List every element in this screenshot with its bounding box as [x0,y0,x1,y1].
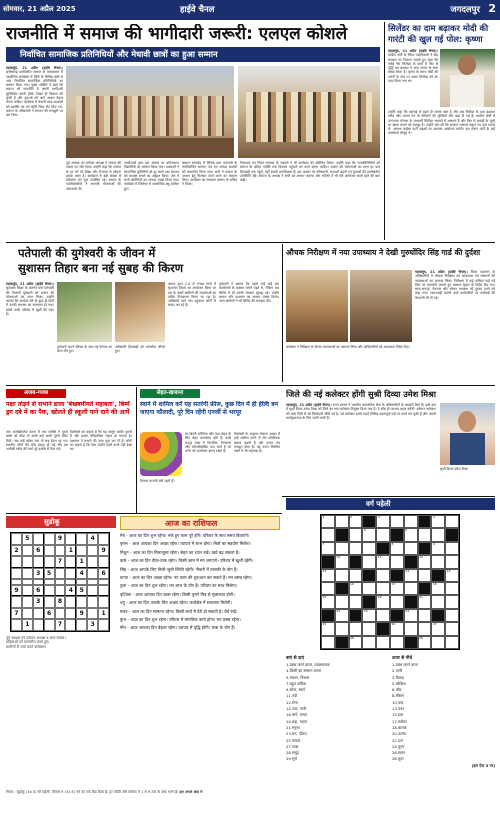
sudoku-cell [33,533,44,545]
sudoku-cell [76,619,87,631]
sudoku-cell [55,568,66,580]
down-clue: 1.प्रबंध करने वाला [392,662,418,667]
misc-caption: पूर्व अध्यक्ष एवं वर्तमान अध्यक्ष व अन्य सदस्य। [6,636,66,640]
crossword-header [286,498,495,510]
sudoku-cell [98,533,109,545]
sudoku-cell: 6 [98,568,109,580]
across-clue: 5.मकान, निवास [286,674,310,680]
across-clue: 11.नदी [286,693,298,699]
horoscope-entry: मेष - आज का दिन शुभ रहेगा। रुके हुए काम पूरे होंगे। परिवार के साथ समय बिताएंगे। [120,533,250,538]
crossword-across-title: बाएं से दाएं [286,656,304,661]
masthead-paper: हाईवे चैनल [180,5,215,15]
sudoku-cell [65,608,76,620]
across-clue: 23.धन, दौलत [286,731,307,737]
sudoku-cell [98,585,109,597]
crossword-grid: 1 2 3 4 5 6 7 8 9 10 11 12 13 14 15 16 17 18 19 20 21 22 23 24 25 26 27 28 29 [320,514,460,650]
sudoku-cell: 6 [33,585,44,597]
health-column-2: विशेषज्ञों के अनुसार रोजाना आहार में इन्हें शामिल करने से रोग प्रतिरोधक क्षमता बढ़ती है और पाचन तंत्र मजबूत होता है। यह वजन नियंत्रित रखने में भी सहायक हैं। [234,432,280,454]
masthead-bar [0,0,500,20]
story1-photo-group [66,66,234,158]
sudoku-cell [65,533,76,545]
across-clue: 1.प्रबंध करने वाला, व्यवस्थापक [286,662,330,667]
story3-column-1: महासमुंद, 21 अप्रैल (हाईवे चैनल)। सुशासन तिहार के अंतर्गत ग्राम पतेपाली की निवासी युगेश्वरी को शासन की योजनाओं का लाभ मिला। उन्होंने बताया कि आवेदन देने के कुछ ही दिनों में उनकी समस्या का समाधान हो गया। इससे उनके परिवार में खुशी की लहर है। [6,282,54,317]
story1-subhead: निर्वाचित सामाजिक प्रतिनिधियों और मेधावी छात्रों का हुआ सम्मान [20,49,218,59]
sudoku-cell [87,585,98,597]
sudoku-header [6,516,116,528]
story3-caption-2: अधिकारी हितग्राही को दस्तावेज सौंपते हुए। [115,345,165,354]
sudoku-cell [76,545,87,557]
ajab-tag: अजब-गजब [6,389,66,398]
page-number: 2 [488,2,496,15]
sudoku-cell [33,619,44,631]
sudoku-cell [87,608,98,620]
story5-portrait [440,403,495,465]
story2-headline-line1: सिलेंडर का दाम बढ़ाकर मोदी की [388,23,489,33]
down-clue: 8.मौसम [392,693,404,699]
story3-column-2: शासन द्वारा 2.0 से ज्यादा गांवों में सुशासन तिहार का आयोजन किया जा रहा है। इसमें ग्रामीणों की समस्याओं का त्वरित निराकरण किया जा रहा है। अधिकारी स्वयं गांव पहुंचकर लोगों से संवाद कर रहे हैं। [168,282,216,308]
horoscope-entry: कन्या - आज का दिन अच्छा रहेगा। नए काम की शुरुआत कर सकते हैं। मन प्रसन्न रहेगा। [120,575,253,581]
story4-caption: कलेक्टर ने निरीक्षण के दौरान व्यवस्थाओं का जायजा लिया और अधिकारियों को आवश्यक निर्देश दिए। [286,345,410,349]
sudoku-cell [55,585,66,597]
sudoku-cell [33,608,44,620]
story3-headline-line1: पतेपाली की युगेश्वरी के जीवन में [18,246,156,260]
story3-headline-line2: सुशासन तिहार बना नई सुबह की किरण [18,261,184,275]
horoscope-entry: तुला - आज का दिन शुभ रहेगा। धन लाभ के योग हैं। परिवार का साथ मिलेगा। [120,583,238,589]
story1-column-3: आयोजकों द्वारा इस अवसर पर प्रतिभावान विद्यार्थियों का सम्मान किया गया। वक्ताओं ने सामाजिक कुरीतियों को दूर करने तथा संगठन को सशक्त बनाने का आह्वान किया। अंत में सभी अतिथियों का आभार व्यक्त किया गया। कार्यक्रम में जिलेभर से सामाजिक बंधु शामिल हुए। [124,161,179,191]
story4-headline: औचक निरीक्षण में नया उपाध्याय ने देखी गुरुघोंदिर सिंह गार्ड की दुर्दशा [286,248,481,257]
sudoku-cell: 1 [22,619,33,631]
health-column-3: दिनभर ताजगी बनी रहती है। [140,479,175,483]
down-clue: 5.कोशिश [392,680,406,686]
sudoku-cell: 7 [55,556,66,568]
sudoku-cell: 1 [65,545,76,557]
sudoku-cell [22,585,33,597]
down-clue: 24.पुण्य [392,743,405,749]
misc-caption: ग्रामीणों से चर्चा करते कलेक्टर। [6,644,47,649]
sudoku-cell [44,596,55,608]
story5-column: महासमुंद, 21 अप्रैल (हाईवे चैनल)। राज्य शासन ने भारतीय प्रशासनिक सेवा के अधिकारियों के तबादले किए हैं। इसी क्रम में सुश्री दिव्या उमेश मिश्रा को जिले का नया कलेक्टर नियुक्त किया गया है। वे शीघ्र ही पदभार ग्रहण करेंगी। वर्तमान कलेक्टर को अन्य जिले में नई जिम्मेदारी सौंपी गई है। नई कलेक्टर इससे पहले विभिन्न महत्वपूर्ण पदों पर कार्य कर चुकी हैं और अपनी कार्यकुशलता के लिए जानी जाती हैं। [286,403,436,420]
misc-captions [6,636,114,786]
sudoku-cell [44,585,55,597]
across-clue: 25.गायक [286,737,301,743]
sudoku-cell [87,545,98,557]
sudoku-cell [22,596,33,608]
health-headline: स्वाने में शामिल करें यह सतरंगी फ्रीज, कुछ दिन में ही हेल्दि बन जाएगा फौलादी, पूरे दिन रहेंगी एनर्जी से भरपूर [140,401,279,416]
horoscope-entry: मकर - आज का दिन सामान्य रहेगा। किसी कार्य में देरी हो सकती है। धैर्य रखें। [120,608,238,614]
sudoku-cell: 4 [76,568,87,580]
health-column-1: रंग-बिरंगी सब्जियां और फल सेहत के लिए बेहद फायदेमंद होते हैं। इनमें भरपूर मात्रा में विटामिन, मिनरल्स और एंटीऑक्सीडेंट पाए जाते हैं जो शरीर को ऊर्जावान बनाए रखते हैं। [185,432,231,454]
sudoku-cell: 3 [33,596,44,608]
horoscope-entry: मिथुन - आज का दिन मिलाजुला रहेगा। सेहत का ध्यान रखें। खर्च बढ़ सकता है। [120,549,240,555]
sudoku-title: सुडोकू [44,518,60,526]
sudoku-cell: 9 [76,608,87,620]
down-clue: 15.हवा [392,712,404,718]
horoscope-entry: मीन - आज आपका दिन बेहतर रहेगा। व्यापार में वृद्धि होगी। यात्रा के योग हैं। [120,625,236,631]
across-clue: 27.राजा [286,743,299,749]
story1-column-5: विधायक एवं जिला पंचायत के सदस्यों ने भी कार्यक्रम को संबोधित किया। उन्होंने कहा कि जनप्रतिनिधियों को समाज के अंतिम व्यक्ति तक विकास पहुंचाने का कार्य करना चाहिए। शासन की योजनाओं का लाभ हर पात्र हितग्राही तक पहुंचे, यही हमारी प्राथमिकता है। इस अवसर पर वरिष्ठजनों, माताओं-बहनों एवं युवाओं की उल्लेखनीय उपस्थिति रही। समाज के अध्यक्ष ने सभी का आभार जताया और भविष्य में भी ऐसे आयोजन करते रहने की बात कही। [240,161,380,183]
sudoku-cell [44,619,55,631]
crossword-down-title: ऊपर से नीचे [392,656,413,661]
story1-column-1: महासमुंद, 21 अप्रैल (हाईवे चैनल)। छत्तीसगढ़ प्रगतिशील समाज के तत्वावधान में आयोजित कार्यक्रम में जिले के विभिन्न क्षेत्रों से आए निर्वाचित सामाजिक प्रतिनिधियों का सम्मान किया गया। मुख्य अतिथि ने कहा कि समाज को राजनीति में अपनी भागीदारी सुनिश्चित करनी होगी। शिक्षा ही विकास की कुंजी है और युवाओं को आगे आकर नेतृत्व करना चाहिए। कार्यक्रम में मेधावी छात्र-छात्राओं को प्रशस्ति पत्र एवं स्मृति चिन्ह भेंट किए गए। समाज के वरिष्ठजनों ने संगठन की मजबूती पर बल दिया। [6,66,63,118]
sudoku-cell [11,596,22,608]
sudoku-cell [87,568,98,580]
story3-photo-1 [57,282,112,342]
sudoku-cell: 4 [65,585,76,597]
sudoku-cell: 1 [98,608,109,620]
masthead-date: सोमवार, 21 अप्रैल 2025 [3,5,76,13]
sudoku-cell: 5 [22,533,33,545]
story4-photo-1 [286,270,348,342]
down-clue: 22.दान [392,737,404,743]
horoscope-entry: कर्क - आज का दिन ठीक-ठाक रहेगा। किसी काम में मन लगाएंगे। परिवार में खुशी रहेगी। [120,558,254,564]
down-clue: 3.विवाह [392,674,404,680]
health-photo-vegetables [140,432,182,476]
sudoku-cell [55,545,66,557]
across-clue: 16.मार्ग, रास्ता [286,712,308,718]
sudoku-cell [11,533,22,545]
down-clue: 26.स्थान [392,750,405,756]
sudoku-cell [87,596,98,608]
story5-headline: जिले की नई कलेक्टर होंगी सुश्री दिव्या उमेश मिश्रा [286,389,436,399]
across-clue: 14.जल, पानी [286,706,307,712]
horoscope-list [120,532,280,786]
sudoku-cell [65,556,76,568]
across-clue: 12.सेना [286,699,298,705]
sudoku-cell [76,596,87,608]
story1-subhead-bar [6,47,380,62]
story3-column-3: युगेश्वरी ने बताया कि पहले उन्हें कई बार कार्यालयों के चक्कर लगाने पड़ते थे, लेकिन अब शिविर में ही उनकी समस्या सुलझ गई। उन्होंने शासन और प्रशासन का आभार व्यक्त किया। अन्य ग्रामीणों ने भी शिविर की सराहना की। [219,282,279,304]
horoscope-header [120,516,280,530]
sudoku-cell [65,568,76,580]
sudoku-cell [87,556,98,568]
down-clue: 13.पवन [392,706,405,712]
sudoku-cell [22,568,33,580]
across-clue: 28.समुद्र [286,750,299,756]
horoscope-entry: वृश्चिक - आज आपका दिन खास रहेगा। किसी पुराने मित्र से मुलाकात होगी। [120,591,235,597]
story5-caption: सुश्री दिव्या उमेश मिश्रा [440,467,468,471]
down-clue: 6.जीव [392,687,402,693]
down-clue: 20.उत्सव [392,731,406,737]
across-clue: 7.बहुत अधिक [286,680,307,686]
down-clue: 17.सरोवर [392,718,407,724]
horoscope-title: आज का राशिफल [165,519,218,528]
story1-column-2: पूर्व अध्यक्ष एवं वर्तमान अध्यक्ष ने समाज की एकता पर जोर दिया। उन्होंने कहा कि समाज के हर वर्ग को शिक्षा और रोजगार से जोड़ना हमारा लक्ष्य है। कार्यक्रम में बड़ी संख्या में महिलाएं एवं युवा उपस्थित रहे। समाज के पदाधिकारियों ने आगामी योजनाओं की जानकारी दी। [66,161,121,191]
sudoku-cell [98,556,109,568]
down-clue: 18.बालक [392,724,407,730]
sudoku-cell: 5 [44,568,55,580]
sudoku-cell [22,608,33,620]
story2-portrait [440,49,495,107]
story1-column-4: सम्मान समारोह में विभिन्न ग्राम पंचायतों के नवनिर्वाचित सरपंच, पंच एवं जनपद सदस्यों को सम्मानित किया गया। सभी ने समाज के उत्थान हेतु मिलकर कार्य करने का संकल्प लिया। कार्यक्रम का संचालन समाज के सचिव ने किया। [182,161,237,187]
misc-caption: महिलाओं को सम्मानित करते हुए। [6,640,50,645]
horoscope-entry: धनु - आज का दिन आपके लिए अच्छा रहेगा। कार्यक्षेत्र में सफलता मिलेगी। [120,600,232,606]
story4-photo-2 [350,270,412,342]
sudoku-cell [44,545,55,557]
sudoku-cell: 7 [55,619,66,631]
ajab-column-1: एक अजीबोगरीब घटना में एक व्यक्ति ने पुराने बक्से को तोड़ा तो उसमें कई सालों पुराने पैकेट मिले। जब उन्हें खोला गया तो सब हैरान रह गए। स्थानीय लोगों की भीड़ इकट्ठा हो गई और इस अनोखी खोज की चर्चा पूरे इलाके में फैल गई। [6,430,68,452]
sudoku-cell [65,596,76,608]
sudoku-cell [33,556,44,568]
sudoku-cell [22,556,33,568]
down-clue: 28.फूल [392,756,404,762]
story2-column-2: उन्होंने कहा कि महंगाई से पहले ही जनता त्रस्त है और अब सिलेंडर के दाम बढ़ाकर गरीब और मध्यम वर्ग के परिवारों की मुश्किलें और बढ़ा दी गई हैं। ग्रामीण क्षेत्रों में उज्ज्वला योजना के लाभार्थी सिलेंडर भरवाने में असमर्थ हैं और फिर से लकड़ी के चूल्हे पर खाना बनाने को मजबूर हैं। उन्होंने मांग की कि सरकार तत्काल बढ़ाए गए दाम वापस ले, अन्यथा कांग्रेस पार्टी सड़कों पर उतरकर आंदोलन करेगी। इस दौरान पार्टी के कई कार्यकर्ता मौजूद थे। [388,110,495,136]
crossword-down [392,655,495,769]
sudoku-cell: 9 [11,585,22,597]
story2-column-1: महासमुंद, 21 अप्रैल (हाईवे चैनल)। कांग्रेस पार्टी के जिला पदाधिकारी ने केंद्र सरकार पर निशाना साधते हुए कहा कि रसोई गैस सिलेंडर के दामों में फिर से वृद्धि कर सरकार ने आम जनता के साथ धोखा किया है। चुनाव के समय मोदी की गारंटी के नाम पर सस्ता सिलेंडर देने का वादा किया गया था। [388,49,438,84]
horoscope-entry: कुंभ - आज का दिन शुभ रहेगा। परिवार में मांगलिक कार्य होगा। मन प्रसन्न रहेगा। [120,617,241,623]
ajab-column-2: विशेषज्ञों का कहना है कि यह वस्तुएं काफी पुरानी हैं और इनका ऐतिहासिक महत्व हो सकता है। प्रशासन ने मामले की जांच शुरू कर दी है। लोगों का कहना है कि ऐसा उन्होंने पहले कभी नहीं देखा था। [70,430,132,452]
sudoku-cell [44,533,55,545]
sudoku-cell: 7 [11,608,22,620]
across-clue: 4.किसी का सम्मान करना [286,668,322,674]
down-clue: 2.पत्नी [392,668,403,674]
sudoku-cell [98,619,109,631]
story2-headline-line2: गारंटी की खुल गई पोल: कृष्णा [388,34,483,44]
sudoku-instructions: नियम : सुडोकू (3×3) की पहेली, जिसमें 9 (3×3) वर्ग का एक ग्रिड दिया है। हर पंक्ति और कॉलम में 1 से 9 तक के अंक भरने हैं। हल अगले अंक में [6,790,203,794]
sudoku-cell [11,556,22,568]
sudoku-cell: 3 [33,568,44,580]
sudoku-cell: 2 [11,545,22,557]
sudoku-cell: 9 [98,545,109,557]
sudoku-cell [65,619,76,631]
sudoku-cell [98,596,109,608]
story1-photo-felicitation [238,66,380,158]
sudoku-cell: 4 [87,533,98,545]
story3-caption-1: युगेश्वरी अपने परिवार के साथ नई योजना का लाभ लेते हुए। [57,345,112,354]
story4-column: महासमुंद, 21 अप्रैल (हाईवे चैनल)। जिला प्रशासन के अधिकारियों ने औचक निरीक्षण कर छात्रावास एवं संस्थानों की व्यवस्थाओं का जायजा लिया। निरीक्षण में कई कमियां पाई गईं जिन पर नाराजगी जताते हुए तत्काल सुधार के निर्देश दिए गए। साफ-सफाई, पेयजल और भोजन व्यवस्था को दुरुस्त करने को कहा गया। लापरवाही बरतने वाले कर्मचारियों पर कार्रवाई की चेतावनी भी दी गई। [415,270,495,300]
sudoku-cell: 1 [76,556,87,568]
sudoku-cell [76,533,87,545]
health-tag: सेहत-खजाना [140,389,200,398]
across-clue: 9.सोना, स्वर्ण [286,687,306,693]
across-clue: 21.मनुष्य [286,724,300,730]
sudoku-cell: 8 [55,596,66,608]
sudoku-cell [11,619,22,631]
sudoku-cell [55,608,66,620]
masthead-edition: जगदलपुर [450,5,480,15]
sudoku-cell: 6 [44,608,55,620]
story3-photo-2 [115,282,165,342]
story1-headline: राजनीति में समाज की भागीदारी जरूरी: एलएल कोशले [6,24,348,44]
sudoku-cell [11,568,22,580]
crossword-across [286,655,386,763]
crossword-answer-note: (हल पेज 3 पर) [471,762,495,768]
sudoku-cell [44,556,55,568]
horoscope-entry: वृषभ - आज आपका दिन अच्छा रहेगा। व्यापार में लाभ होगा। मित्रों का सहयोग मिलेगा। [120,541,252,547]
crossword-title: वर्ग पहेली [366,500,391,508]
sudoku-cell: 9 [55,533,66,545]
sudoku-cell: 5 [76,585,87,597]
sudoku-cell: 6 [33,545,44,557]
ajab-headline: पक्षा तोड़ने से सभाने डाला 'बेखबमीमतें महाबता', बिम्में ड्रग दबे में का पैक, खोलते ही स्कूली पाने दाने की आयें [6,401,130,416]
down-clue: 10.चांद [392,699,404,705]
across-clue: 19.बड़ा, महान [286,718,308,724]
across-clue: 29.सूर्य [286,756,297,762]
sudoku-cell [22,545,33,557]
sudoku-cell: 3 [87,619,98,631]
sudoku-grid [10,532,110,632]
horoscope-entry: सिंह - आज आपके लिए मिली-जुली स्थिति रहेगी। नौकरी में तरक्की के योग हैं। [120,566,238,572]
